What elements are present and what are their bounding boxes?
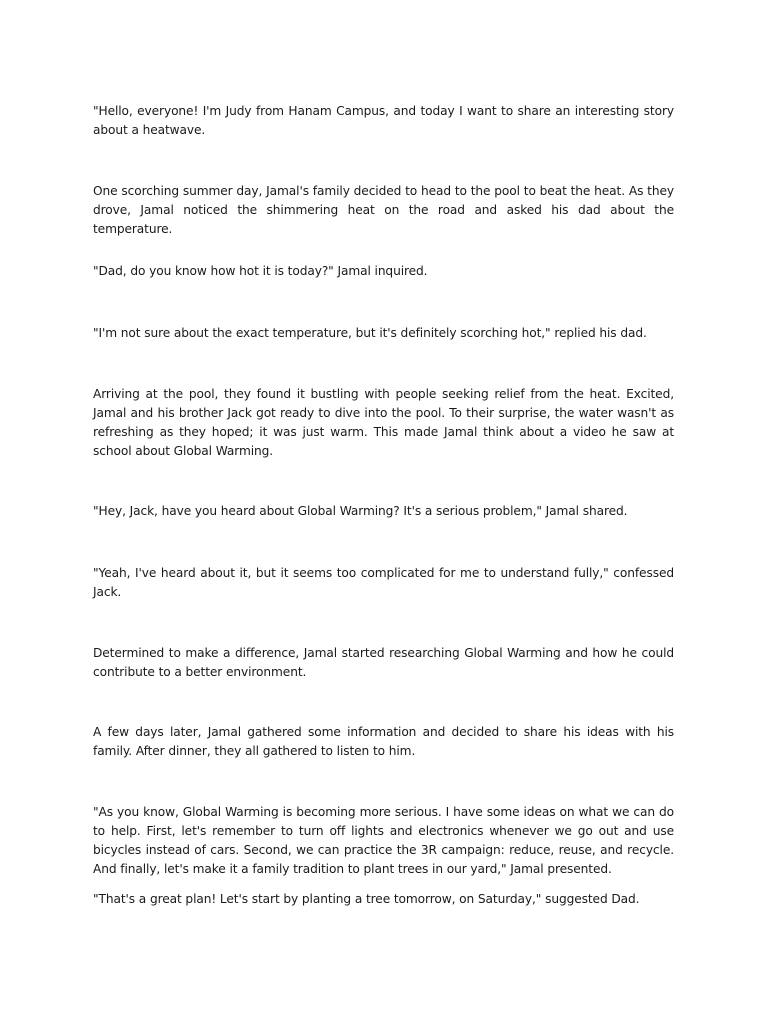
paragraph-jamal-shares: "Hey, Jack, have you heard about Global Warming? It's a serious problem," Jamal shared.: [93, 504, 628, 518]
paragraph-dad-reply: "I'm not sure about the exact temperature, but it's definitely scorching hot," replied his dad.: [93, 326, 647, 340]
paragraph-jamal-question: "Dad, do you know how hot it is today?" Jamal inquired.: [93, 264, 428, 278]
paragraph-family-gathering: A few days later, Jamal gathered some information and decided to share his ideas with his family. After dinner, they all gathered to listen to him.: [93, 725, 674, 758]
paragraph-dad-suggests: "That's a great plan! Let's start by planting a tree tomorrow, on Saturday," suggested Dad.: [93, 892, 640, 906]
paragraph-jack-replies: "Yeah, I've heard about it, but it seems too complicated for me to understand fully," confessed Jack.: [93, 566, 674, 599]
paragraph-research: Determined to make a difference, Jamal started researching Global Warming and how he could contribute to a better environment.: [93, 646, 674, 679]
paragraph-jamal-plan: "As you know, Global Warming is becoming more serious. I have some ideas on what we can do to help. First, let's remember to turn off lights and electronics whenever we go out and use bicycles instead of cars. Second, we can practice the 3R campaign: reduce, reuse, and recycle. And finally, let's make it a family tradition to plant trees in our yard," Jamal presented.: [93, 805, 674, 876]
paragraph-pool-trip: One scorching summer day, Jamal's family decided to head to the pool to beat the heat. As they drove, Jamal noticed the shimmering heat on the road and asked his dad about the temperature.: [93, 184, 674, 236]
paragraph-arriving-pool: Arriving at the pool, they found it bustling with people seeking relief from the heat. Excited, Jamal and his brother Jack got ready to dive into the pool. To their surprise, the water wasn't as refreshing as they hoped; it was just warm. This made Jamal think about a video he saw at school about Global Warming.: [93, 387, 674, 458]
paragraph-intro: "Hello, everyone! I'm Judy from Hanam Campus, and today I want to share an interesting story about a heatwave.: [93, 104, 674, 137]
